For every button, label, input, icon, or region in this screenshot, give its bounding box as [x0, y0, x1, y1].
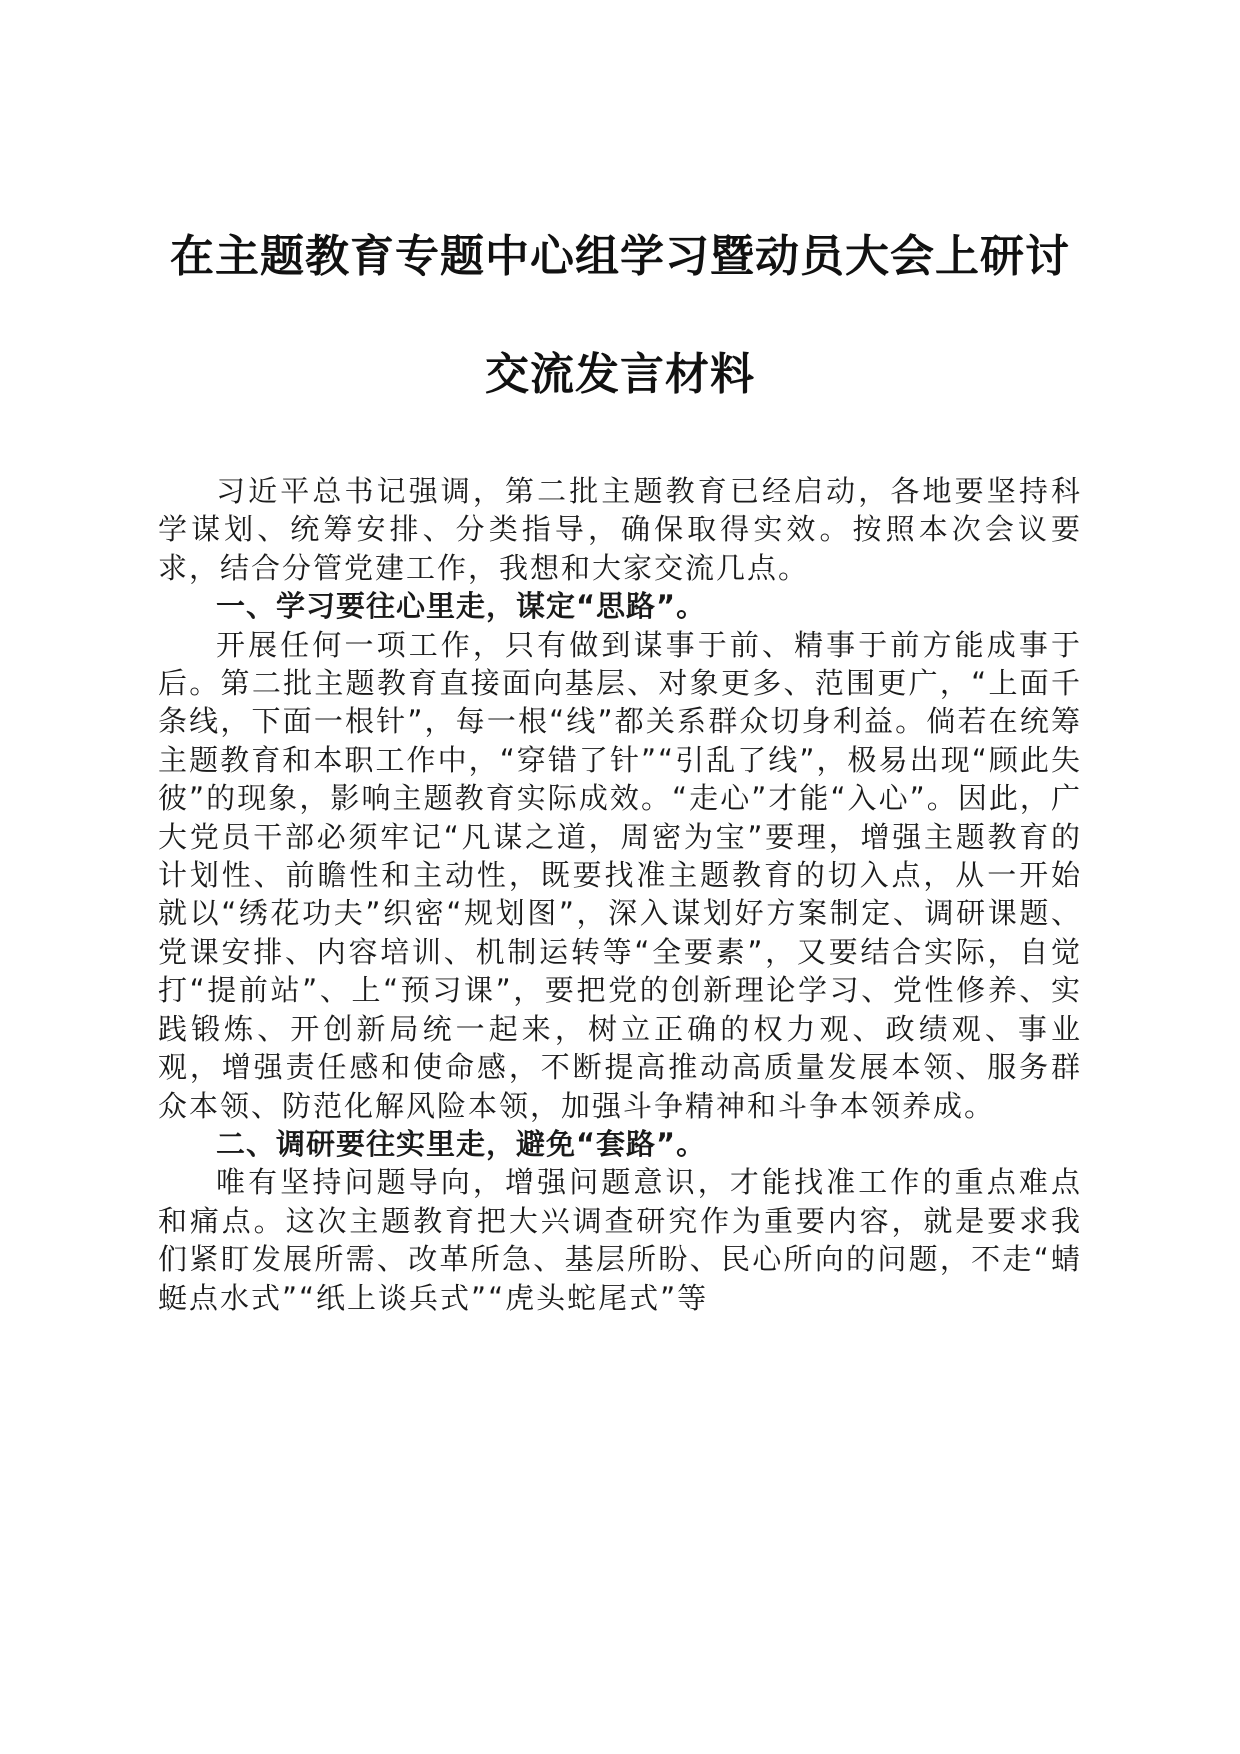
document-title-line-2: 交流发言材料 — [485, 349, 755, 400]
section-1-paragraph: 开展任何一项工作，只有做到谋事于前、精事于前方能成事于后。第二批主题教育直接面向基层、对象更多、范围更广，“上面千条线，下面一根针”，每一根“线”都关系群众切身利益。倘若在统筹主题教育和本职工作中，“穿错了针”“引乱了线”，极易出现“顾此失彼”的现象，影响主题教育实际成效。“走心”才能“入心”。因此，广大党员干部必须牢记“凡谋之道，周密为宝”要理，增强主题教育的计划性、前瞻性和主动性，既要找准主题教育的切入点，从一开始就以“绣花功夫”织密“规划图”，深入谋划好方案制定、调研课题、党课安排、内容培训、机制运转等“全要素”，又要结合实际，自觉打“提前站”、上“预习课”，要把党的创新理论学习、党性修养、实践锻炼、开创新局统一起来，树立正确的权力观、政绩观、事业观，增强责任感和使命感，不断提高推动高质量发展本领、服务群众本领、防范化解风险本领，加强斗争精神和斗争本领养成。 — [158, 627, 1082, 1123]
document-title-line-1: 在主题教育专题中心组学习暨动员大会上研讨 — [170, 231, 1070, 282]
document-body — [158, 472, 1082, 1317]
section-2-heading: 二、调研要往实里走，避免“套路”。 — [216, 1126, 707, 1161]
intro-paragraph: 习近平总书记强调，第二批主题教育已经启动，各地要坚持科学谋划、统筹安排、分类指导，确保取得实效。按照本次会议要求，结合分管党建工作，我想和大家交流几点。 — [158, 474, 1082, 585]
section-1-heading: 一、学习要往心里走，谋定“思路”。 — [216, 589, 707, 624]
section-2-paragraph: 唯有坚持问题导向，增强问题意识，才能找准工作的重点难点和痛点。这次主题教育把大兴调查研究作为重要内容，就是要求我们紧盯发展所需、改革所急、基层所盼、民心所向的问题，不走“蜻蜓点水式”“纸上谈兵式”“虎头蛇尾式”等 — [158, 1165, 1082, 1315]
